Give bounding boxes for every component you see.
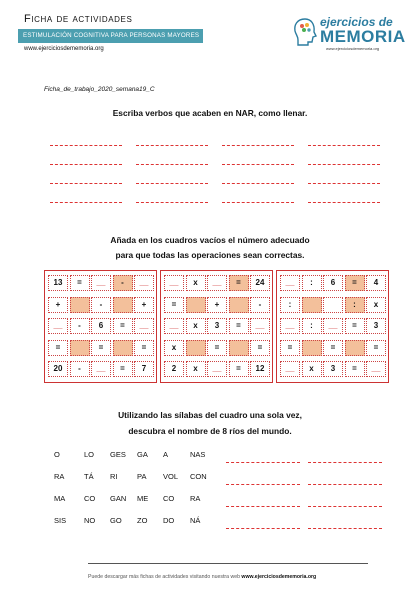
cell-value: =: [171, 299, 177, 309]
syllable: RA: [190, 494, 201, 503]
exercise2-instruction-line1: Añada en los cuadros vacíos el número adecuado: [110, 235, 310, 245]
logo-main-text: MEMORIA: [320, 27, 406, 46]
cell-value: 4: [373, 278, 379, 287]
cell-value: x: [171, 342, 177, 352]
shaded-cell: [229, 340, 249, 356]
answer-blank[interactable]: [308, 183, 380, 185]
shaded-cell: [229, 275, 249, 291]
syllable: CO: [84, 494, 96, 503]
shaded-cell: [302, 340, 322, 356]
grid-cell: [164, 361, 184, 377]
answer-blank[interactable]: [136, 202, 208, 204]
logo-url: www.ejerciciosdememoria.org: [326, 46, 380, 51]
grid-cell: [302, 318, 322, 334]
cell-value: x: [193, 364, 198, 373]
footer-divider: [88, 563, 368, 564]
cell-value: =: [120, 321, 125, 330]
grid-cell: [70, 361, 90, 377]
answer-blank[interactable]: [136, 145, 208, 147]
syllable: CO: [163, 494, 175, 503]
answer-cell[interactable]: [250, 318, 270, 334]
grid-cell: [91, 340, 111, 356]
header-title: Ficha de actividades: [24, 13, 133, 25]
cell-value: __: [169, 278, 179, 287]
answer-blank[interactable]: [308, 528, 382, 530]
answer-blank[interactable]: [222, 202, 294, 204]
syllable: LO: [84, 450, 95, 459]
answer-cell[interactable]: [164, 275, 184, 291]
cell-value: __: [212, 278, 222, 287]
answer-blank[interactable]: [308, 145, 380, 147]
grid-cell: [91, 318, 111, 334]
cell-value: =: [236, 278, 241, 287]
shaded-cell: [186, 297, 206, 313]
answer-cell[interactable]: [134, 275, 154, 291]
grid-cell: [366, 318, 386, 334]
answer-blank[interactable]: [308, 164, 380, 166]
grid-cell: [70, 318, 90, 334]
cell-value: __: [285, 364, 295, 373]
answer-cell[interactable]: [48, 318, 68, 334]
answer-blank[interactable]: [50, 145, 122, 147]
syllable: VOL: [163, 472, 179, 481]
cell-value: __: [139, 321, 149, 330]
cell-value: =: [236, 364, 241, 373]
footer-text: Puede descargar más fichas de actividades visitando nuestra web: [88, 574, 240, 580]
syllable: ME: [137, 494, 149, 503]
syllable: SIS: [54, 516, 67, 525]
shaded-cell: [345, 275, 365, 291]
grid-cell: [323, 340, 343, 356]
grid-cell: [323, 361, 343, 377]
cell-value: x: [309, 364, 314, 373]
answer-blank[interactable]: [136, 164, 208, 166]
answer-cell[interactable]: [280, 318, 300, 334]
syllable: ZO: [137, 516, 148, 525]
cell-value: __: [139, 278, 149, 287]
shaded-cell: [113, 275, 133, 291]
syllable: O: [54, 450, 60, 459]
cell-value: =: [287, 342, 293, 352]
syllable: DO: [163, 516, 175, 525]
cell-value: +: [214, 299, 220, 309]
shaded-cell: [113, 340, 133, 356]
cell-value: -: [99, 299, 103, 309]
grid-cell: [366, 275, 386, 291]
answer-blank[interactable]: [226, 506, 300, 508]
cell-value: 2: [171, 364, 177, 373]
grid-cell: [250, 275, 270, 291]
cell-value: 6: [98, 321, 104, 330]
cell-value: x: [373, 299, 379, 309]
cell-value: :: [310, 278, 313, 287]
grid-cell: [48, 297, 68, 313]
grid-cell: [186, 361, 206, 377]
grid-cell: [186, 275, 206, 291]
syllable: NO: [84, 516, 96, 525]
cell-value: __: [328, 321, 338, 330]
syllable: NAS: [190, 450, 206, 459]
grid-cell: [302, 275, 322, 291]
answer-blank[interactable]: [308, 484, 382, 486]
cell-value: :: [310, 321, 313, 330]
footer-url[interactable]: www.ejerciciosdememoria.org: [241, 574, 317, 580]
cell-value: =: [98, 342, 104, 352]
syllable: PA: [137, 472, 147, 481]
math-grid: [276, 270, 389, 383]
shaded-cell: [186, 340, 206, 356]
grid-cell: [186, 318, 206, 334]
answer-blank[interactable]: [308, 462, 382, 464]
grid-cell: [164, 340, 184, 356]
grid-cell: [280, 340, 300, 356]
brain-head-icon: [292, 17, 318, 47]
grid-cell: [48, 275, 68, 291]
answer-blank[interactable]: [222, 164, 294, 166]
cell-value: __: [169, 321, 179, 330]
grid-cell: [280, 297, 300, 313]
answer-cell[interactable]: [280, 275, 300, 291]
answer-blank[interactable]: [308, 506, 382, 508]
logo-top-text: ejercicios de: [320, 15, 393, 29]
grid-cell: [323, 297, 343, 313]
cell-value: =: [236, 321, 241, 330]
grid-cell: [345, 361, 365, 377]
exercise1-instruction: Escriba verbos que acaben en NAR, como llenar.: [112, 108, 308, 118]
cell-value: 3: [373, 321, 379, 330]
shaded-cell: [302, 297, 322, 313]
shaded-cell: [229, 297, 249, 313]
grid-cell: [345, 318, 365, 334]
grid-cell: [70, 275, 90, 291]
exercise2-instruction-line2: para que todas las operaciones sean correctas.: [115, 250, 305, 260]
cell-value: __: [255, 321, 265, 330]
answer-cell[interactable]: [280, 361, 300, 377]
cell-value: =: [55, 342, 61, 352]
grid-cell: [207, 297, 227, 313]
cell-value: __: [212, 364, 222, 373]
cell-value: x: [193, 321, 198, 330]
cell-value: __: [96, 278, 106, 287]
syllable: NÁ: [190, 516, 201, 525]
answer-cell[interactable]: [366, 361, 386, 377]
grid-cell: [229, 361, 249, 377]
answer-blank[interactable]: [226, 462, 300, 464]
grid-cell: [366, 297, 386, 313]
syllable: GES: [110, 450, 126, 459]
syllable: MA: [54, 494, 66, 503]
math-grid: [44, 270, 157, 383]
cell-value: 13: [53, 278, 63, 287]
shaded-cell: [345, 340, 365, 356]
cell-value: 3: [214, 321, 220, 330]
answer-cell[interactable]: [91, 275, 111, 291]
cell-value: =: [257, 342, 263, 352]
grid-cell: [91, 297, 111, 313]
answer-cell[interactable]: [207, 361, 227, 377]
cell-value: __: [285, 278, 295, 287]
syllable: RI: [110, 472, 118, 481]
shaded-cell: [113, 297, 133, 313]
sheet-id: Ficha_de_trabajo_2020_semana19_C: [44, 86, 155, 93]
grid-cell: [302, 361, 322, 377]
answer-blank[interactable]: [226, 484, 300, 486]
shaded-cell: [70, 340, 90, 356]
answer-blank[interactable]: [222, 145, 294, 147]
grid-cell: [134, 340, 154, 356]
grid-cell: [134, 361, 154, 377]
cell-value: =: [352, 278, 357, 287]
cell-value: -: [258, 299, 262, 309]
grid-cell: [113, 318, 133, 334]
cell-value: :: [288, 299, 292, 309]
cell-value: 3: [330, 364, 336, 373]
cell-value: +: [55, 299, 61, 309]
cell-value: __: [96, 364, 106, 373]
cell-value: 24: [255, 278, 265, 287]
cell-value: +: [141, 299, 147, 309]
cell-value: 7: [141, 364, 147, 373]
answer-blank[interactable]: [222, 183, 294, 185]
logo: [290, 14, 410, 54]
cell-value: __: [53, 321, 63, 330]
exercise3-instruction-line2: descubra el nombre de 8 ríos del mundo.: [128, 426, 292, 436]
footer: [88, 574, 316, 580]
answer-cell[interactable]: [323, 318, 343, 334]
answer-blank[interactable]: [50, 164, 122, 166]
grid-cell: [366, 340, 386, 356]
grid-cell: [207, 340, 227, 356]
grid-cell: [113, 361, 133, 377]
answer-cell[interactable]: [207, 275, 227, 291]
exercise3-instruction-line1: Utilizando las sílabas del cuadro una sola vez,: [118, 410, 302, 420]
math-grid: [160, 270, 273, 383]
header-url[interactable]: www.ejerciciosdememoria.org: [24, 46, 104, 52]
syllable: CON: [190, 472, 207, 481]
syllable: GAN: [110, 494, 127, 503]
cell-value: =: [330, 342, 336, 352]
cell-value: -: [121, 278, 124, 287]
header-subtitle: ESTIMULACIÓN COGNITIVA PARA PERSONAS MAYORES: [23, 32, 200, 39]
cell-value: =: [141, 342, 147, 352]
cell-value: -: [78, 321, 81, 330]
cell-value: 20: [53, 364, 63, 373]
grid-cell: [250, 340, 270, 356]
cell-value: =: [214, 342, 220, 352]
cell-value: =: [352, 321, 357, 330]
grid-cell: [323, 275, 343, 291]
cell-value: x: [193, 278, 198, 287]
syllable: GO: [110, 516, 122, 525]
cell-value: =: [352, 364, 357, 373]
cell-value: __: [285, 321, 295, 330]
grid-cell: [207, 318, 227, 334]
shaded-cell: [345, 297, 365, 313]
grid-cell: [250, 361, 270, 377]
grid-cell: [164, 297, 184, 313]
cell-value: 12: [255, 364, 265, 373]
answer-blank[interactable]: [136, 183, 208, 185]
syllable: TÁ: [84, 472, 94, 481]
syllable: RA: [54, 472, 65, 481]
cell-value: =: [120, 364, 125, 373]
grid-cell: [48, 340, 68, 356]
syllable: GA: [137, 450, 148, 459]
header-subtitle-bar: [18, 29, 203, 43]
grid-cell: [250, 297, 270, 313]
cell-value: :: [353, 299, 356, 309]
cell-value: =: [373, 342, 379, 352]
answer-blank[interactable]: [308, 202, 380, 204]
grid-cell: [134, 297, 154, 313]
syllable: A: [163, 450, 169, 459]
cell-value: 6: [330, 278, 336, 287]
answer-cell[interactable]: [134, 318, 154, 334]
cell-value: =: [77, 278, 82, 287]
answer-blank[interactable]: [50, 202, 122, 204]
cell-value: -: [78, 364, 81, 373]
cell-value: __: [371, 364, 381, 373]
grid-cell: [48, 361, 68, 377]
grid-cell: [229, 318, 249, 334]
answer-blank[interactable]: [50, 183, 122, 185]
answer-cell[interactable]: [91, 361, 111, 377]
shaded-cell: [70, 297, 90, 313]
answer-blank[interactable]: [226, 528, 300, 530]
answer-cell[interactable]: [164, 318, 184, 334]
